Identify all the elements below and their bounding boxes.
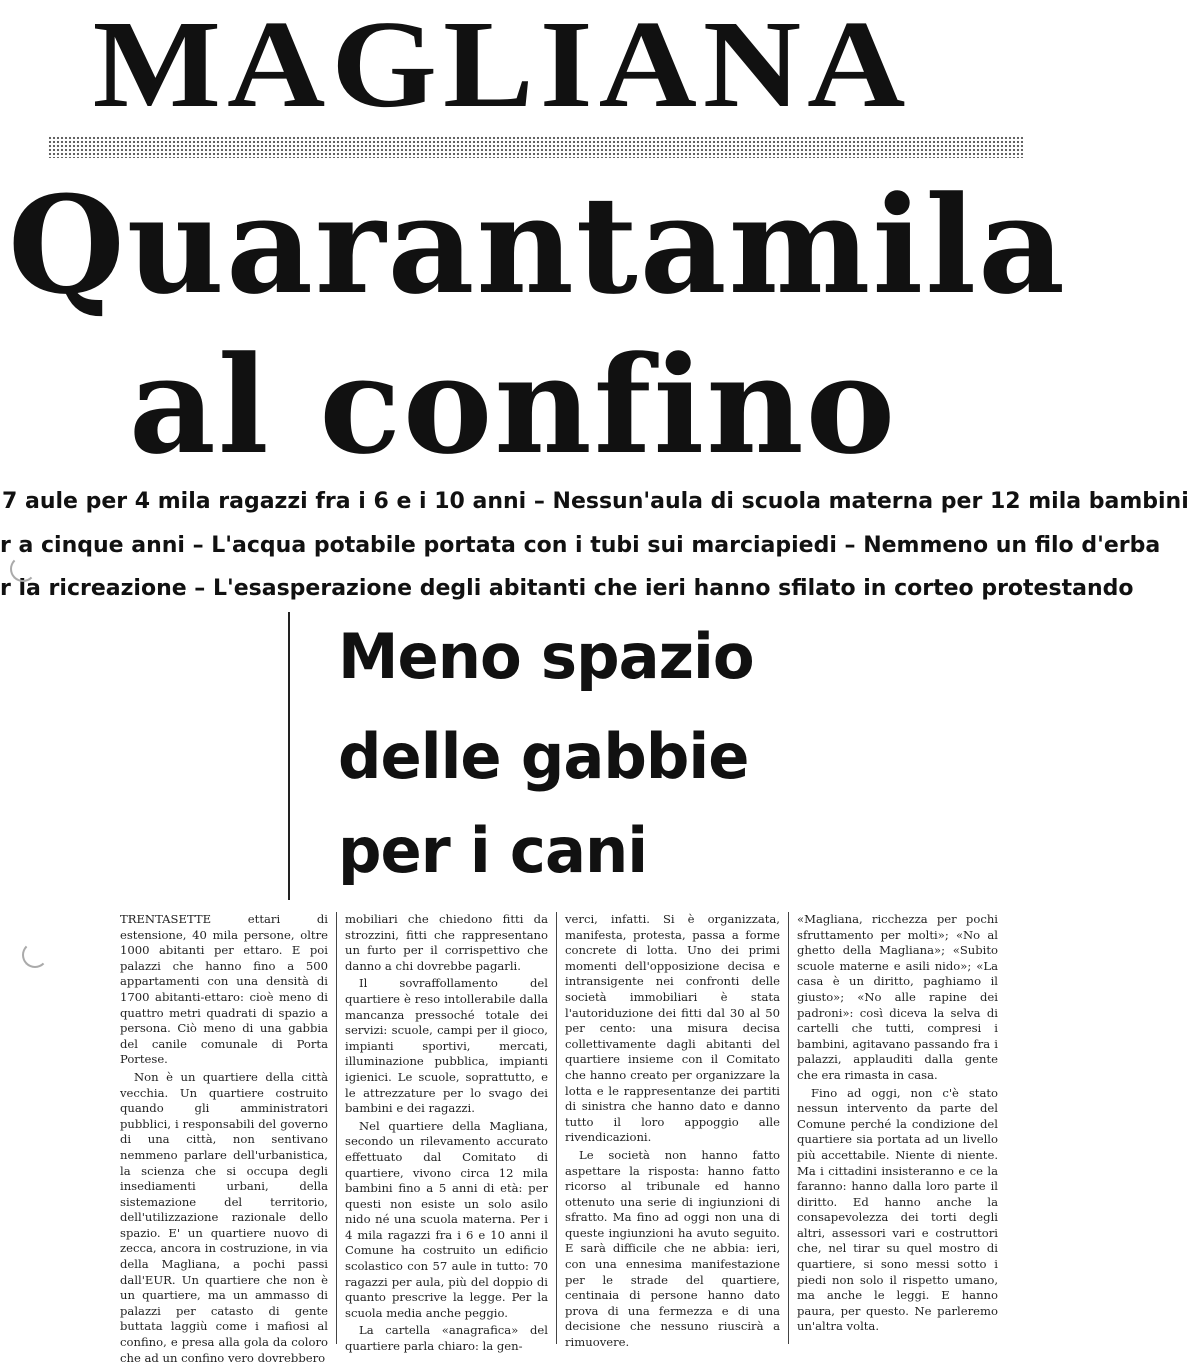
deck-line-3: r la ricreazione – L'esasperazione degli abitanti che ieri hanno sfilato in corteo protestando — [0, 576, 1134, 601]
headline-line-1: Quarantamila — [8, 166, 1067, 324]
deck-line-2: r a cinque anni – L'acqua potabile portata con i tubi sui marciapiedi – Nemmeno un filo d'erba — [0, 533, 1161, 558]
paragraph: Il sovraffollamento del quartiere è reso intollerabile dalla mancanza pressoché totale dei servizi: scuole, campi per il gioco, impianti sportivi, mercati, illuminazione pubblica, impianti igienici. Le scuole, soprattutto, e le attrezzature per lo svago dei bambini e dei ragazzi. — [345, 976, 548, 1116]
paragraph: Non è un quartiere della città vecchia. Un quartiere costruito quando gli amministratori pubblici, i responsabili del governo di una città, non sentivano nemmeno parlare dell'urbanistica, la scienza che si occupa degli insediamenti urbani, della sistemazione del territorio, dell'utilizzazione razionale dello spazio. E' un quartiere nuovo di zecca, ancora in costruzione, in via della Magliana, a pochi passi dall'EUR. Un quartiere che non è un quartiere, ma un ammasso di palazzi per catasto di gente buttata laggiù come i mafiosi al confino, e presa alla gola da coloro che ad un confino vero dovrebbero — [120, 1069, 328, 1365]
paragraph: Nel quartiere della Magliana, secondo un rilevamento accurato effettuato dal Comitato di quartiere, vivono circa 12 mila bambini fino a 5 anni di età: per questi non esiste un solo asilo nido né una scuola materna. Per i 4 mila ragazzi fra i 6 e 10 anni il Comune ha costruito un edificio scolastico con 57 aule in tutto: 70 ragazzi per aula, più del doppio di quanto prescrive la legge. Per la scuola media anche peggio. — [345, 1118, 548, 1320]
body-column-2 — [336, 912, 556, 1354]
dotted-divider — [48, 136, 1023, 158]
paragraph: «Magliana, ricchezza per pochi sfruttamento per molti»; «No al ghetto della Magliana»; «Subito scuole materne e asili nido»; «La casa è un diritto, paghiamo il giusto»; «No alle rapine dei padroni»: così diceva la selva di cartelli che tutti, compresi i bambini, agitavano passando fra i palazzi, applauditi dalla gente che era rimasta in casa. — [797, 912, 998, 1082]
subhead-line-1: Meno spazio — [338, 620, 754, 693]
subhead-line-2: delle gabbie — [338, 720, 749, 793]
paragraph: Le società non hanno fatto aspettare la risposta: hanno fatto ricorso al tribunale ed hanno ottenuto una serie di ingiunzioni di sfratto. Ma fino ad oggi non una di queste ingiunzioni ha avuto seguito. E sarà difficile che ne abbia: ieri, con una ennesima manifestazione per le strade del quartiere, centinaia di persone hanno dato prova di una fermezza e di una decisione che nessuno riuscirà a rimuovere. — [565, 1147, 780, 1350]
body-column-4 — [788, 912, 1006, 1344]
vertical-rule — [288, 612, 290, 900]
body-column-3 — [556, 912, 788, 1350]
paragraph: Fino ad oggi, non c'è stato nessun intervento da parte del Comune perché la condizione del quartiere sia portata ad un livello più accettabile. Niente di niente. Ma i cittadini insisteranno e ce la faranno: hanno dalla loro parte il diritto. Ed hanno anche la consapevolezza dei torti degli altri, assessori vari e costruttori che, nel tirar su quel mostro di quartiere, si sono messi sotto i piedi non solo il rispetto umano, ma anche le leggi. E hanno paura, per questo. Ne parleremo un'altra volta. — [797, 1085, 998, 1334]
paragraph: verci, infatti. Si è organizzata, manifesta, protesta, passa a forme concrete di lotta. Uno dei primi momenti dell'opposizione decisa e intransigente nei confronti delle società immobiliari è stata l'autoriduzione dei fitti dal 30 al 50 per cento: una misura decisa collettivamente dagli abitanti del quartiere insieme con il Comitato che hanno creato per organizzare la lotta e le rappresentanze dei partiti di sinistra che hanno dato e danno tutto il loro appoggio alle rivendicazioni. — [565, 912, 780, 1145]
paragraph: mobiliari che chiedono fitti da strozzini, fitti che rappresentano un furto per il corrispettivo che danno a chi dovrebbe pagarli. — [345, 912, 548, 973]
deck-line-1: 7 aule per 4 mila ragazzi fra i 6 e i 10 anni – Nessun'aula di scuola materna per 12 mila bambini — [2, 489, 1189, 514]
headline-line-2: al confino — [128, 326, 898, 484]
scan-mark — [22, 942, 48, 968]
article-body — [112, 912, 1012, 1365]
body-column-1 — [112, 912, 336, 1365]
scan-mark — [10, 556, 36, 582]
paragraph: La cartella «anagrafica» del quartiere parla chiaro: la gen- — [345, 1323, 548, 1354]
paragraph: TRENTASETTE ettari di estensione, 40 mila persone, oltre 1000 abitanti per ettaro. E poi palazzi che hanno fino a 500 appartamenti con una densità di 1700 abitanti-ettaro: cioè meno di quattro metri quadrati di spazio a persona. Ciò meno di una gabbia del canile comunale di Porta Portese. — [120, 912, 328, 1067]
subhead-line-3: per i cani — [338, 814, 648, 887]
masthead: MAGLIANA — [92, 0, 912, 134]
